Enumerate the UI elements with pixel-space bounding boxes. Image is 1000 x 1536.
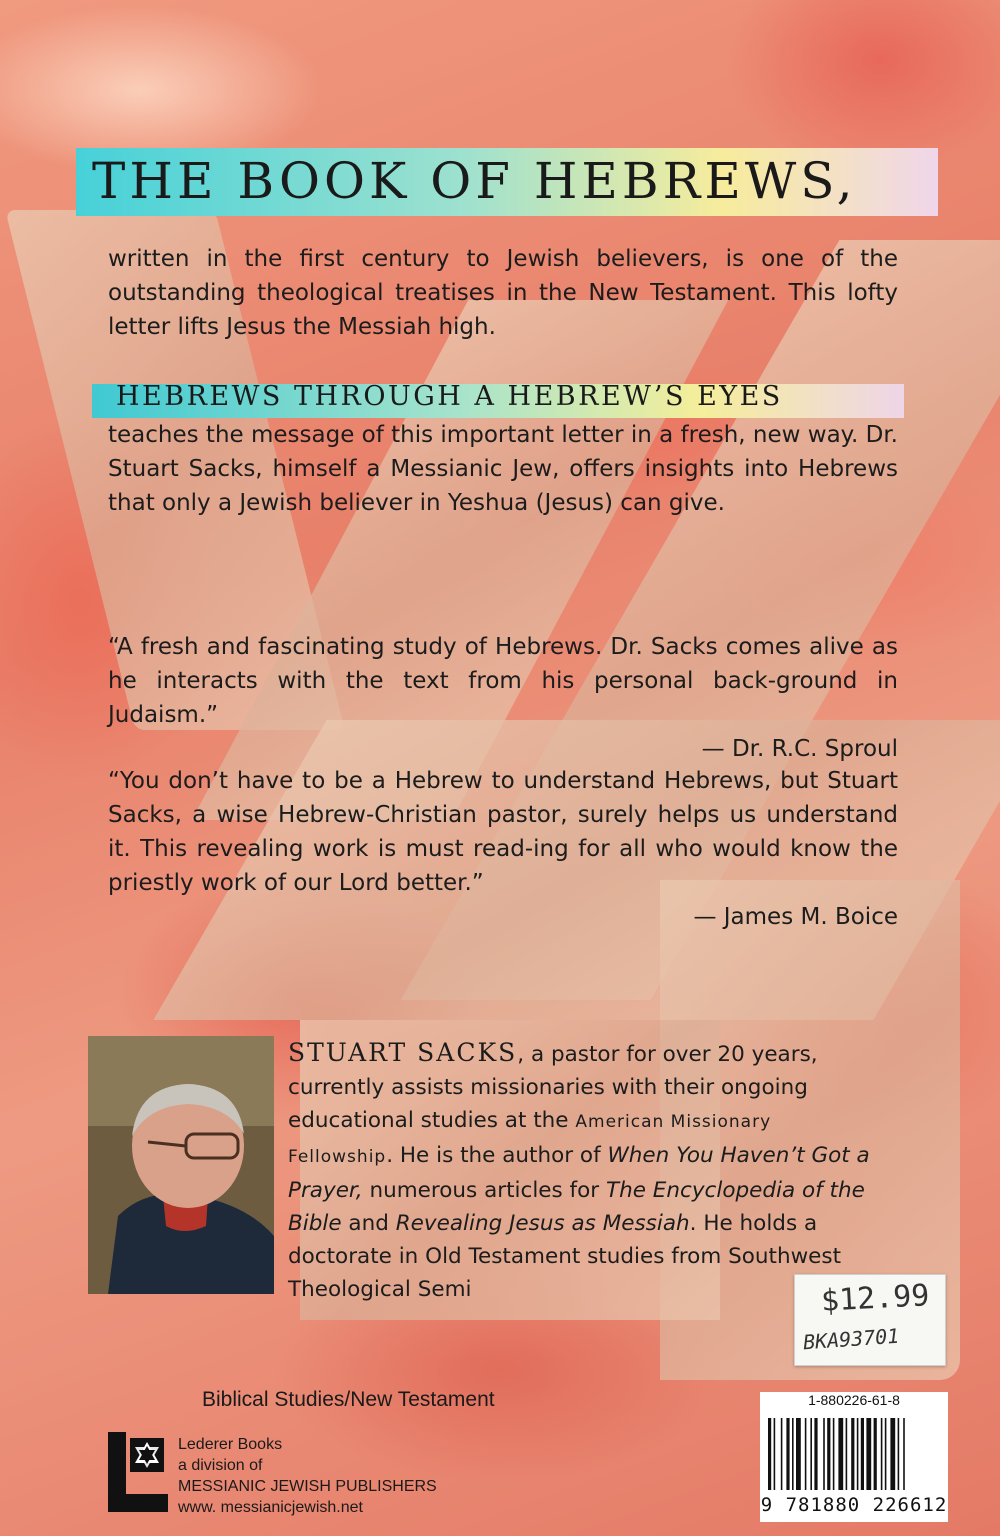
subtitle-description: teaches the message of this important letter in a fresh, new way. Dr. Stuart Sacks, himself a Messianic Jew, offers insights into Hebrews that only a Jewish believer in Yeshua (Jesus) can give. — [108, 422, 898, 516]
barcode-bar — [805, 1418, 807, 1490]
price-sticker — [794, 1274, 946, 1366]
barcode-bar — [781, 1418, 783, 1490]
quote-attribution: — Dr. R.C. Sproul — [701, 736, 898, 762]
author-name: STUART SACKS — [288, 1038, 518, 1067]
barcode-bar — [857, 1418, 859, 1490]
quote-attribution: — James M. Boice — [693, 904, 898, 930]
publisher-division: a division of — [178, 1457, 263, 1474]
isbn-number: 1-880226-61-8 — [808, 1392, 900, 1408]
barcode-bar — [903, 1418, 905, 1490]
intro-paragraph: written in the first century to Jewish believers, is one of the outstanding theological treatises in the New Testament. This lofty letter lifts Jesus the Messiah high. — [108, 246, 898, 340]
price-label: $12.99 — [820, 1278, 931, 1319]
barcode-bars — [766, 1418, 942, 1498]
barcode-bar — [827, 1418, 830, 1490]
barcode-bar — [786, 1418, 789, 1490]
publisher-name: MESSIANIC JEWISH PUBLISHERS — [178, 1478, 437, 1495]
barcode-bar — [890, 1418, 895, 1490]
publisher-info — [178, 1434, 437, 1518]
book-title: When You Haven’t Got a Prayer, — [288, 1143, 870, 1203]
bio-text: . He holds a doctorate in Old Testament studies from Southwest Theological Semi — [288, 1211, 842, 1302]
book-title-heading: THE BOOK OF HEBREWS, — [92, 152, 857, 210]
book-category: Biblical Studies/New Testament — [202, 1388, 495, 1411]
bio-text: numerous articles for — [362, 1178, 606, 1203]
publisher-imprint: Lederer Books — [178, 1436, 283, 1453]
bio-text: and — [341, 1211, 396, 1236]
barcode-bar — [851, 1418, 854, 1490]
publisher-website: www. messianicjewish.net — [178, 1499, 363, 1516]
barcode-number: 9 781880 226612 — [760, 1494, 948, 1516]
author-bio — [288, 1036, 882, 1306]
sku-label: BKA93701 — [802, 1323, 901, 1355]
barcode-bar — [796, 1418, 801, 1490]
bio-text: . He is the author of — [386, 1143, 608, 1168]
barcode-bar — [898, 1418, 900, 1490]
book-title: The Encyclopedia of the Bible — [288, 1178, 865, 1236]
barcode-bar — [861, 1418, 864, 1490]
author-portrait-drawing — [88, 1036, 274, 1294]
organization-name: American Missionary Fellowship — [288, 1112, 772, 1167]
author-photo — [88, 1036, 274, 1294]
endorsement-quote — [108, 764, 898, 934]
barcode-bar — [810, 1418, 812, 1490]
barcode-bar — [881, 1418, 883, 1490]
barcode-bar — [846, 1418, 848, 1490]
book-title: Revealing Jesus as Messiah — [395, 1211, 690, 1236]
barcode-bar — [823, 1418, 825, 1490]
barcode-bar — [838, 1418, 843, 1490]
barcode-bar — [768, 1418, 771, 1490]
barcode-bar — [874, 1418, 877, 1490]
quote-text: “You don’t have to be a Hebrew to understand Hebrews, but Stuart Sacks, a wise Hebrew-Christian pastor, surely helps us understand it. This revealing work is must read-ing for all who would know the priestly work of our Lord better.” — [108, 768, 898, 896]
barcode-bar — [866, 1418, 871, 1490]
quote-text: “A fresh and fascinating study of Hebrews. Dr. Sacks comes alive as he interacts with the text from his personal back-ground in Judaism.” — [108, 634, 898, 728]
barcode-bar — [792, 1418, 794, 1490]
bio-text: , a pastor for over 20 years, currently assists missionaries with their ongoing educational studies at the — [288, 1042, 818, 1133]
barcode-bar — [774, 1418, 776, 1490]
barcode-bar — [885, 1418, 887, 1490]
lederer-books-logo — [108, 1432, 168, 1512]
barcode-bar — [814, 1418, 817, 1490]
barcode-bar — [833, 1418, 835, 1490]
barcode — [760, 1392, 948, 1522]
endorsement-quote — [108, 630, 898, 766]
subtitle-heading: HEBREWS THROUGH A HEBREW’S EYES — [116, 381, 783, 412]
